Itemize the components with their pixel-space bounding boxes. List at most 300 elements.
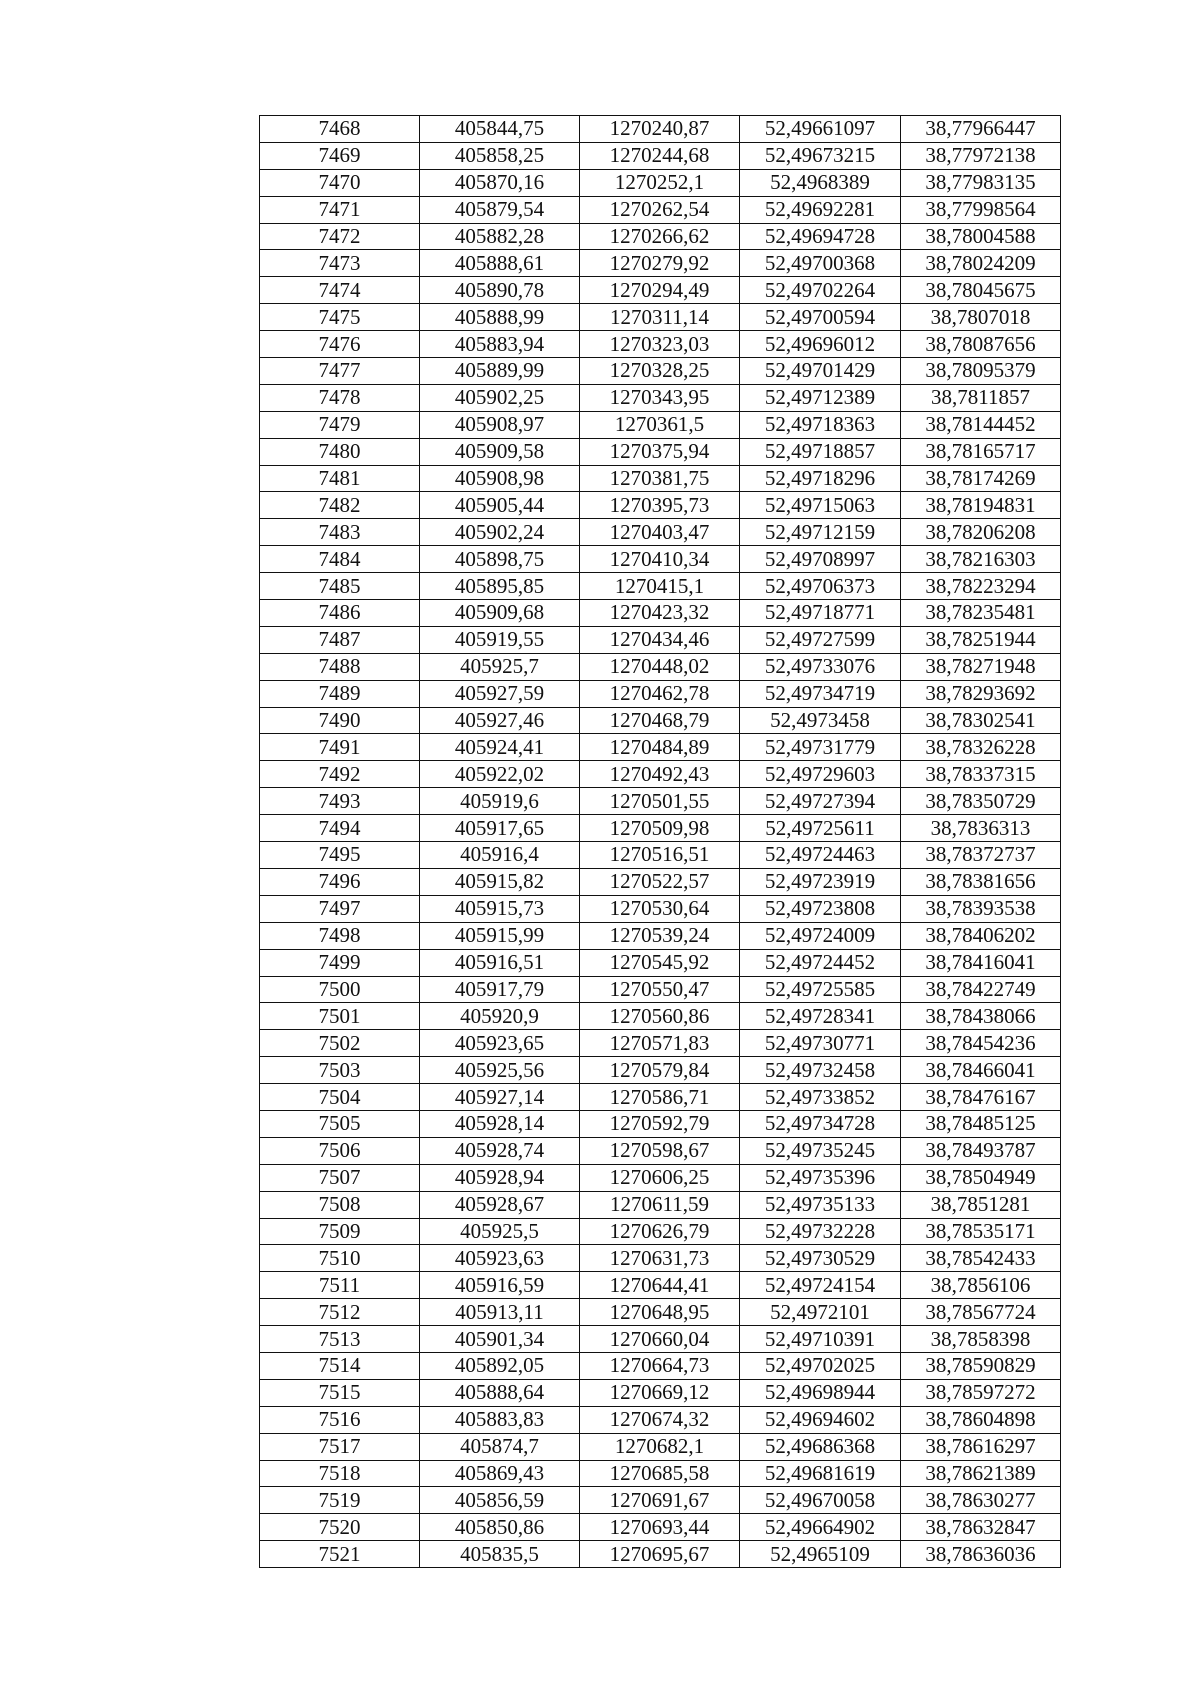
longitude-cell: 38,78381656 xyxy=(901,868,1061,895)
y-coordinate-cell: 1270244,68 xyxy=(580,142,740,169)
y-coordinate-cell: 1270539,24 xyxy=(580,922,740,949)
x-coordinate-cell: 405901,34 xyxy=(420,1326,580,1353)
latitude-cell: 52,49708997 xyxy=(740,546,901,573)
longitude-cell: 38,78616297 xyxy=(901,1433,1061,1460)
longitude-cell: 38,78485125 xyxy=(901,1110,1061,1137)
x-coordinate-cell: 405925,7 xyxy=(420,653,580,680)
longitude-cell: 38,78206208 xyxy=(901,519,1061,546)
latitude-cell: 52,49733852 xyxy=(740,1084,901,1111)
point-number-cell: 7505 xyxy=(260,1110,420,1137)
longitude-cell: 38,77966447 xyxy=(901,116,1061,143)
y-coordinate-cell: 1270343,95 xyxy=(580,384,740,411)
latitude-cell: 52,49718857 xyxy=(740,438,901,465)
table-row xyxy=(260,815,1061,842)
x-coordinate-cell: 405917,65 xyxy=(420,815,580,842)
point-number-cell: 7482 xyxy=(260,492,420,519)
x-coordinate-cell: 405869,43 xyxy=(420,1460,580,1487)
x-coordinate-cell: 405883,83 xyxy=(420,1406,580,1433)
x-coordinate-cell: 405928,74 xyxy=(420,1137,580,1164)
table-row xyxy=(260,1272,1061,1299)
y-coordinate-cell: 1270691,67 xyxy=(580,1487,740,1514)
table-row xyxy=(260,600,1061,627)
x-coordinate-cell: 405923,65 xyxy=(420,1030,580,1057)
point-number-cell: 7480 xyxy=(260,438,420,465)
point-number-cell: 7500 xyxy=(260,976,420,1003)
point-number-cell: 7487 xyxy=(260,626,420,653)
x-coordinate-cell: 405916,51 xyxy=(420,949,580,976)
latitude-cell: 52,49718771 xyxy=(740,600,901,627)
x-coordinate-cell: 405889,99 xyxy=(420,358,580,385)
longitude-cell: 38,78024209 xyxy=(901,250,1061,277)
latitude-cell: 52,49694728 xyxy=(740,223,901,250)
table-row xyxy=(260,573,1061,600)
x-coordinate-cell: 405882,28 xyxy=(420,223,580,250)
table-row xyxy=(260,438,1061,465)
table-row xyxy=(260,519,1061,546)
x-coordinate-cell: 405888,99 xyxy=(420,304,580,331)
table-row xyxy=(260,384,1061,411)
x-coordinate-cell: 405928,67 xyxy=(420,1191,580,1218)
longitude-cell: 38,78438066 xyxy=(901,1003,1061,1030)
longitude-cell: 38,78476167 xyxy=(901,1084,1061,1111)
table-row xyxy=(260,1514,1061,1541)
point-number-cell: 7484 xyxy=(260,546,420,573)
table-row xyxy=(260,949,1061,976)
latitude-cell: 52,49730529 xyxy=(740,1245,901,1272)
latitude-cell: 52,49732458 xyxy=(740,1057,901,1084)
longitude-cell: 38,78466041 xyxy=(901,1057,1061,1084)
point-number-cell: 7513 xyxy=(260,1326,420,1353)
longitude-cell: 38,78194831 xyxy=(901,492,1061,519)
table-row xyxy=(260,842,1061,869)
point-number-cell: 7472 xyxy=(260,223,420,250)
longitude-cell: 38,78493787 xyxy=(901,1137,1061,1164)
longitude-cell: 38,78216303 xyxy=(901,546,1061,573)
x-coordinate-cell: 405908,97 xyxy=(420,411,580,438)
table-row xyxy=(260,1487,1061,1514)
x-coordinate-cell: 405902,25 xyxy=(420,384,580,411)
x-coordinate-cell: 405874,7 xyxy=(420,1433,580,1460)
y-coordinate-cell: 1270468,79 xyxy=(580,707,740,734)
x-coordinate-cell: 405927,14 xyxy=(420,1084,580,1111)
longitude-cell: 38,78535171 xyxy=(901,1218,1061,1245)
latitude-cell: 52,49730771 xyxy=(740,1030,901,1057)
y-coordinate-cell: 1270545,92 xyxy=(580,949,740,976)
x-coordinate-cell: 405925,56 xyxy=(420,1057,580,1084)
longitude-cell: 38,78416041 xyxy=(901,949,1061,976)
latitude-cell: 52,49664902 xyxy=(740,1514,901,1541)
latitude-cell: 52,49712159 xyxy=(740,519,901,546)
point-number-cell: 7504 xyxy=(260,1084,420,1111)
y-coordinate-cell: 1270434,46 xyxy=(580,626,740,653)
coordinates-table xyxy=(259,115,1061,1568)
longitude-cell: 38,78087656 xyxy=(901,331,1061,358)
table-row xyxy=(260,1352,1061,1379)
x-coordinate-cell: 405917,79 xyxy=(420,976,580,1003)
y-coordinate-cell: 1270509,98 xyxy=(580,815,740,842)
point-number-cell: 7491 xyxy=(260,734,420,761)
point-number-cell: 7510 xyxy=(260,1245,420,1272)
table-row xyxy=(260,304,1061,331)
point-number-cell: 7507 xyxy=(260,1164,420,1191)
latitude-cell: 52,49725585 xyxy=(740,976,901,1003)
y-coordinate-cell: 1270626,79 xyxy=(580,1218,740,1245)
longitude-cell: 38,78630277 xyxy=(901,1487,1061,1514)
longitude-cell: 38,78293692 xyxy=(901,680,1061,707)
y-coordinate-cell: 1270240,87 xyxy=(580,116,740,143)
point-number-cell: 7478 xyxy=(260,384,420,411)
point-number-cell: 7494 xyxy=(260,815,420,842)
point-number-cell: 7489 xyxy=(260,680,420,707)
x-coordinate-cell: 405928,94 xyxy=(420,1164,580,1191)
x-coordinate-cell: 405898,75 xyxy=(420,546,580,573)
latitude-cell: 52,4972101 xyxy=(740,1299,901,1326)
table-row xyxy=(260,1084,1061,1111)
y-coordinate-cell: 1270530,64 xyxy=(580,895,740,922)
table-row xyxy=(260,331,1061,358)
longitude-cell: 38,7856106 xyxy=(901,1272,1061,1299)
point-number-cell: 7514 xyxy=(260,1352,420,1379)
latitude-cell: 52,49706373 xyxy=(740,573,901,600)
x-coordinate-cell: 405858,25 xyxy=(420,142,580,169)
x-coordinate-cell: 405835,5 xyxy=(420,1541,580,1568)
point-number-cell: 7497 xyxy=(260,895,420,922)
table-row xyxy=(260,976,1061,1003)
table-row xyxy=(260,1137,1061,1164)
x-coordinate-cell: 405909,58 xyxy=(420,438,580,465)
x-coordinate-cell: 405919,6 xyxy=(420,788,580,815)
table-row xyxy=(260,1406,1061,1433)
table-row xyxy=(260,277,1061,304)
longitude-cell: 38,77998564 xyxy=(901,196,1061,223)
latitude-cell: 52,4973458 xyxy=(740,707,901,734)
latitude-cell: 52,49724463 xyxy=(740,842,901,869)
x-coordinate-cell: 405915,82 xyxy=(420,868,580,895)
point-number-cell: 7490 xyxy=(260,707,420,734)
longitude-cell: 38,78504949 xyxy=(901,1164,1061,1191)
longitude-cell: 38,7836313 xyxy=(901,815,1061,842)
longitude-cell: 38,78326228 xyxy=(901,734,1061,761)
table-row xyxy=(260,1326,1061,1353)
x-coordinate-cell: 405925,5 xyxy=(420,1218,580,1245)
y-coordinate-cell: 1270611,59 xyxy=(580,1191,740,1218)
x-coordinate-cell: 405890,78 xyxy=(420,277,580,304)
y-coordinate-cell: 1270266,62 xyxy=(580,223,740,250)
x-coordinate-cell: 405919,55 xyxy=(420,626,580,653)
point-number-cell: 7495 xyxy=(260,842,420,869)
longitude-cell: 38,78235481 xyxy=(901,600,1061,627)
latitude-cell: 52,49702264 xyxy=(740,277,901,304)
x-coordinate-cell: 405879,54 xyxy=(420,196,580,223)
table-row xyxy=(260,1218,1061,1245)
table-row xyxy=(260,707,1061,734)
y-coordinate-cell: 1270262,54 xyxy=(580,196,740,223)
y-coordinate-cell: 1270664,73 xyxy=(580,1352,740,1379)
table-row xyxy=(260,626,1061,653)
y-coordinate-cell: 1270560,86 xyxy=(580,1003,740,1030)
latitude-cell: 52,49724452 xyxy=(740,949,901,976)
latitude-cell: 52,49702025 xyxy=(740,1352,901,1379)
point-number-cell: 7508 xyxy=(260,1191,420,1218)
y-coordinate-cell: 1270484,89 xyxy=(580,734,740,761)
x-coordinate-cell: 405905,44 xyxy=(420,492,580,519)
table-row xyxy=(260,465,1061,492)
y-coordinate-cell: 1270423,32 xyxy=(580,600,740,627)
point-number-cell: 7479 xyxy=(260,411,420,438)
table-row xyxy=(260,788,1061,815)
x-coordinate-cell: 405850,86 xyxy=(420,1514,580,1541)
table-row xyxy=(260,1460,1061,1487)
table-row xyxy=(260,1245,1061,1272)
longitude-cell: 38,77983135 xyxy=(901,169,1061,196)
latitude-cell: 52,49725611 xyxy=(740,815,901,842)
latitude-cell: 52,49681619 xyxy=(740,1460,901,1487)
table-row xyxy=(260,411,1061,438)
x-coordinate-cell: 405902,24 xyxy=(420,519,580,546)
table-row xyxy=(260,1541,1061,1568)
table-row xyxy=(260,734,1061,761)
y-coordinate-cell: 1270669,12 xyxy=(580,1379,740,1406)
table-row xyxy=(260,1003,1061,1030)
coordinates-table-body xyxy=(260,116,1061,1568)
point-number-cell: 7501 xyxy=(260,1003,420,1030)
latitude-cell: 52,49696012 xyxy=(740,331,901,358)
longitude-cell: 38,7811857 xyxy=(901,384,1061,411)
latitude-cell: 52,49732228 xyxy=(740,1218,901,1245)
point-number-cell: 7488 xyxy=(260,653,420,680)
table-row xyxy=(260,1030,1061,1057)
latitude-cell: 52,49673215 xyxy=(740,142,901,169)
x-coordinate-cell: 405916,4 xyxy=(420,842,580,869)
table-row xyxy=(260,250,1061,277)
point-number-cell: 7519 xyxy=(260,1487,420,1514)
latitude-cell: 52,49734719 xyxy=(740,680,901,707)
latitude-cell: 52,49698944 xyxy=(740,1379,901,1406)
y-coordinate-cell: 1270375,94 xyxy=(580,438,740,465)
latitude-cell: 52,49733076 xyxy=(740,653,901,680)
point-number-cell: 7506 xyxy=(260,1137,420,1164)
point-number-cell: 7471 xyxy=(260,196,420,223)
longitude-cell: 38,78302541 xyxy=(901,707,1061,734)
x-coordinate-cell: 405927,59 xyxy=(420,680,580,707)
point-number-cell: 7470 xyxy=(260,169,420,196)
longitude-cell: 38,78597272 xyxy=(901,1379,1061,1406)
latitude-cell: 52,49729603 xyxy=(740,761,901,788)
x-coordinate-cell: 405915,99 xyxy=(420,922,580,949)
table-row xyxy=(260,653,1061,680)
x-coordinate-cell: 405922,02 xyxy=(420,761,580,788)
table-row xyxy=(260,868,1061,895)
latitude-cell: 52,49735133 xyxy=(740,1191,901,1218)
point-number-cell: 7493 xyxy=(260,788,420,815)
point-number-cell: 7486 xyxy=(260,600,420,627)
latitude-cell: 52,49710391 xyxy=(740,1326,901,1353)
latitude-cell: 52,49712389 xyxy=(740,384,901,411)
x-coordinate-cell: 405915,73 xyxy=(420,895,580,922)
x-coordinate-cell: 405920,9 xyxy=(420,1003,580,1030)
table-row xyxy=(260,1299,1061,1326)
x-coordinate-cell: 405892,05 xyxy=(420,1352,580,1379)
point-number-cell: 7518 xyxy=(260,1460,420,1487)
longitude-cell: 38,78144452 xyxy=(901,411,1061,438)
point-number-cell: 7503 xyxy=(260,1057,420,1084)
y-coordinate-cell: 1270550,47 xyxy=(580,976,740,1003)
table-row xyxy=(260,1433,1061,1460)
x-coordinate-cell: 405909,68 xyxy=(420,600,580,627)
latitude-cell: 52,49715063 xyxy=(740,492,901,519)
table-row xyxy=(260,895,1061,922)
table-row xyxy=(260,761,1061,788)
longitude-cell: 38,78165717 xyxy=(901,438,1061,465)
longitude-cell: 38,78271948 xyxy=(901,653,1061,680)
x-coordinate-cell: 405883,94 xyxy=(420,331,580,358)
y-coordinate-cell: 1270592,79 xyxy=(580,1110,740,1137)
y-coordinate-cell: 1270685,58 xyxy=(580,1460,740,1487)
point-number-cell: 7496 xyxy=(260,868,420,895)
latitude-cell: 52,49700594 xyxy=(740,304,901,331)
x-coordinate-cell: 405888,61 xyxy=(420,250,580,277)
y-coordinate-cell: 1270648,95 xyxy=(580,1299,740,1326)
point-number-cell: 7492 xyxy=(260,761,420,788)
y-coordinate-cell: 1270501,55 xyxy=(580,788,740,815)
latitude-cell: 52,49727394 xyxy=(740,788,901,815)
latitude-cell: 52,49727599 xyxy=(740,626,901,653)
latitude-cell: 52,49701429 xyxy=(740,358,901,385)
longitude-cell: 38,7858398 xyxy=(901,1326,1061,1353)
table-row xyxy=(260,169,1061,196)
latitude-cell: 52,49694602 xyxy=(740,1406,901,1433)
y-coordinate-cell: 1270571,83 xyxy=(580,1030,740,1057)
point-number-cell: 7515 xyxy=(260,1379,420,1406)
x-coordinate-cell: 405928,14 xyxy=(420,1110,580,1137)
y-coordinate-cell: 1270415,1 xyxy=(580,573,740,600)
longitude-cell: 38,78337315 xyxy=(901,761,1061,788)
y-coordinate-cell: 1270631,73 xyxy=(580,1245,740,1272)
point-number-cell: 7474 xyxy=(260,277,420,304)
y-coordinate-cell: 1270660,04 xyxy=(580,1326,740,1353)
latitude-cell: 52,49670058 xyxy=(740,1487,901,1514)
latitude-cell: 52,49723919 xyxy=(740,868,901,895)
latitude-cell: 52,49728341 xyxy=(740,1003,901,1030)
y-coordinate-cell: 1270410,34 xyxy=(580,546,740,573)
latitude-cell: 52,49686368 xyxy=(740,1433,901,1460)
y-coordinate-cell: 1270695,67 xyxy=(580,1541,740,1568)
longitude-cell: 38,78604898 xyxy=(901,1406,1061,1433)
longitude-cell: 38,78406202 xyxy=(901,922,1061,949)
table-row xyxy=(260,922,1061,949)
y-coordinate-cell: 1270606,25 xyxy=(580,1164,740,1191)
x-coordinate-cell: 405888,64 xyxy=(420,1379,580,1406)
point-number-cell: 7485 xyxy=(260,573,420,600)
y-coordinate-cell: 1270323,03 xyxy=(580,331,740,358)
longitude-cell: 38,77972138 xyxy=(901,142,1061,169)
y-coordinate-cell: 1270311,14 xyxy=(580,304,740,331)
y-coordinate-cell: 1270279,92 xyxy=(580,250,740,277)
point-number-cell: 7481 xyxy=(260,465,420,492)
point-number-cell: 7468 xyxy=(260,116,420,143)
y-coordinate-cell: 1270579,84 xyxy=(580,1057,740,1084)
point-number-cell: 7521 xyxy=(260,1541,420,1568)
y-coordinate-cell: 1270328,25 xyxy=(580,358,740,385)
latitude-cell: 52,49718296 xyxy=(740,465,901,492)
x-coordinate-cell: 405924,41 xyxy=(420,734,580,761)
point-number-cell: 7476 xyxy=(260,331,420,358)
table-row xyxy=(260,1110,1061,1137)
point-number-cell: 7469 xyxy=(260,142,420,169)
point-number-cell: 7520 xyxy=(260,1514,420,1541)
y-coordinate-cell: 1270674,32 xyxy=(580,1406,740,1433)
x-coordinate-cell: 405927,46 xyxy=(420,707,580,734)
longitude-cell: 38,78454236 xyxy=(901,1030,1061,1057)
longitude-cell: 38,7807018 xyxy=(901,304,1061,331)
y-coordinate-cell: 1270395,73 xyxy=(580,492,740,519)
longitude-cell: 38,78621389 xyxy=(901,1460,1061,1487)
table-row xyxy=(260,116,1061,143)
y-coordinate-cell: 1270693,44 xyxy=(580,1514,740,1541)
longitude-cell: 38,7851281 xyxy=(901,1191,1061,1218)
y-coordinate-cell: 1270403,47 xyxy=(580,519,740,546)
latitude-cell: 52,49731779 xyxy=(740,734,901,761)
x-coordinate-cell: 405844,75 xyxy=(420,116,580,143)
table-row xyxy=(260,358,1061,385)
x-coordinate-cell: 405895,85 xyxy=(420,573,580,600)
point-number-cell: 7473 xyxy=(260,250,420,277)
y-coordinate-cell: 1270598,67 xyxy=(580,1137,740,1164)
latitude-cell: 52,49724009 xyxy=(740,922,901,949)
table-row xyxy=(260,142,1061,169)
table-row xyxy=(260,1379,1061,1406)
table-row xyxy=(260,680,1061,707)
longitude-cell: 38,78393538 xyxy=(901,895,1061,922)
latitude-cell: 52,49661097 xyxy=(740,116,901,143)
x-coordinate-cell: 405923,63 xyxy=(420,1245,580,1272)
y-coordinate-cell: 1270462,78 xyxy=(580,680,740,707)
latitude-cell: 52,49734728 xyxy=(740,1110,901,1137)
y-coordinate-cell: 1270381,75 xyxy=(580,465,740,492)
latitude-cell: 52,49718363 xyxy=(740,411,901,438)
latitude-cell: 52,49735245 xyxy=(740,1137,901,1164)
table-row xyxy=(260,1057,1061,1084)
y-coordinate-cell: 1270644,41 xyxy=(580,1272,740,1299)
point-number-cell: 7475 xyxy=(260,304,420,331)
point-number-cell: 7483 xyxy=(260,519,420,546)
y-coordinate-cell: 1270522,57 xyxy=(580,868,740,895)
y-coordinate-cell: 1270516,51 xyxy=(580,842,740,869)
table-row xyxy=(260,196,1061,223)
point-number-cell: 7517 xyxy=(260,1433,420,1460)
x-coordinate-cell: 405908,98 xyxy=(420,465,580,492)
longitude-cell: 38,78095379 xyxy=(901,358,1061,385)
x-coordinate-cell: 405916,59 xyxy=(420,1272,580,1299)
latitude-cell: 52,4968389 xyxy=(740,169,901,196)
longitude-cell: 38,78045675 xyxy=(901,277,1061,304)
longitude-cell: 38,78251944 xyxy=(901,626,1061,653)
point-number-cell: 7511 xyxy=(260,1272,420,1299)
longitude-cell: 38,78636036 xyxy=(901,1541,1061,1568)
y-coordinate-cell: 1270448,02 xyxy=(580,653,740,680)
table-row xyxy=(260,223,1061,250)
table-row xyxy=(260,546,1061,573)
table-row xyxy=(260,492,1061,519)
x-coordinate-cell: 405913,11 xyxy=(420,1299,580,1326)
point-number-cell: 7512 xyxy=(260,1299,420,1326)
latitude-cell: 52,49723808 xyxy=(740,895,901,922)
longitude-cell: 38,78542433 xyxy=(901,1245,1061,1272)
point-number-cell: 7502 xyxy=(260,1030,420,1057)
table-row xyxy=(260,1164,1061,1191)
longitude-cell: 38,78350729 xyxy=(901,788,1061,815)
y-coordinate-cell: 1270586,71 xyxy=(580,1084,740,1111)
